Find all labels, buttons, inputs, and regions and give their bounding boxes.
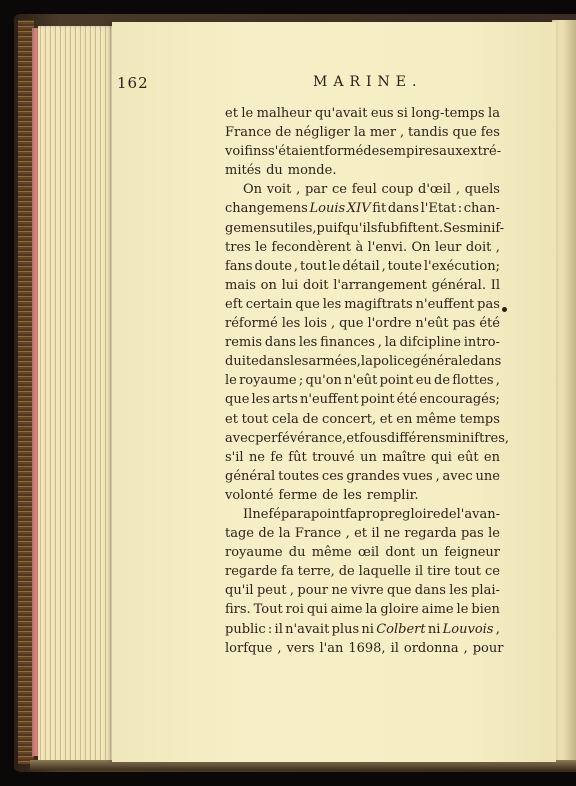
text-line: fans doute , tout le détail , toute l'exécution; xyxy=(225,258,500,274)
text-line: regarde fa terre, de laquelle il tire tout ce xyxy=(225,564,500,580)
text-line: remis dans les finances , la difcipline intro- xyxy=(225,335,500,351)
text-line: que les arts n'euffent point été encouragés; xyxy=(225,392,500,408)
page-number: 162 xyxy=(117,74,149,92)
text-line: réformé les lois , que l'ordre n'eût pas été xyxy=(225,316,500,332)
ink-speck xyxy=(502,307,507,312)
text-line: France de négliger la mer , tandis que fes xyxy=(225,125,500,141)
text-line: gemens utiles, puifqu'ils fubfiftent. Ses minif- xyxy=(225,220,505,236)
text-line: public : il n'avait plus ni Colbert ni Louvois , xyxy=(225,621,500,637)
text-line: général toutes ces grandes vues , avec une xyxy=(225,468,500,484)
body-text xyxy=(225,104,510,658)
text-line: Il ne féparа point fa propre gloire de l'avan- xyxy=(243,506,500,522)
text-line: eft certain que les magiftrats n'euffent pas xyxy=(225,296,500,312)
section-title: MARINE. xyxy=(313,74,423,90)
text-line: firs. Tout roi qui aime la gloire aime le bien xyxy=(225,602,500,618)
text-line: voifins s'étaient formé des empires aux extré- xyxy=(225,144,502,160)
text-line: tage de la France , et il ne regarda pas le xyxy=(225,526,500,542)
text-line: duite dans les armées, la police générale dans xyxy=(225,354,502,370)
text-line: le royaume ; qu'on n'eût point eu de flottes , xyxy=(225,373,500,389)
text-line: qu'il peut , pour ne vivre que dans les plai- xyxy=(225,583,500,599)
text-line: On voit , par ce feul coup d'œil , quels xyxy=(243,182,500,198)
page-stack-edges xyxy=(38,26,120,764)
text-line: avec perfévérance , et fous différens miniftres, xyxy=(225,430,510,446)
text-line: et le malheur qu'avait eus si long-temps la xyxy=(225,106,500,121)
text-line: et tout cela de concert, et en même temps xyxy=(225,411,500,427)
text-line: mités du monde. xyxy=(225,163,337,179)
text-line: royaume du même œil dont un feigneur xyxy=(225,545,500,561)
text-line: s'il ne fe fût trouvé un maître qui eût en xyxy=(225,449,500,465)
text-line: tres le fecondèrent à l'envi. On leur doit , xyxy=(225,239,500,255)
text-line: changemens Louis XIV fit dans l'Etat : chan- xyxy=(225,201,500,217)
text-line: volonté ferme de les remplir. xyxy=(225,487,419,503)
text-line: lorfque , vers l'an 1698, il ordonna , pour xyxy=(225,640,504,656)
text-line: mais on lui doit l'arrangement général. Il xyxy=(225,277,500,293)
running-head xyxy=(0,74,576,96)
